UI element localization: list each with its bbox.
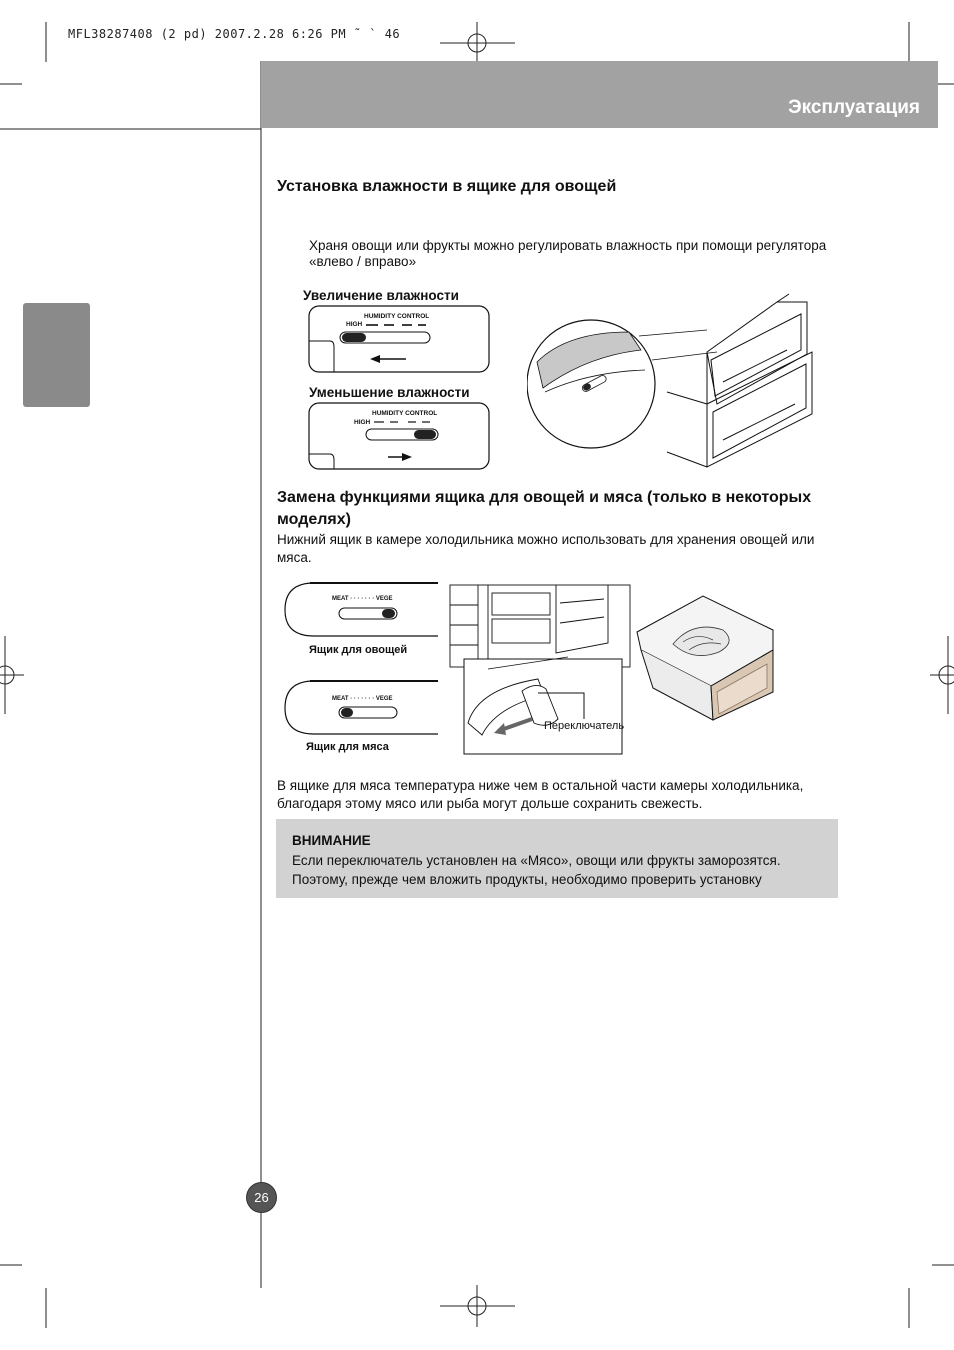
increase-humidity-label: Увеличение влажности (303, 288, 459, 303)
switch-panel-vege (284, 582, 440, 638)
high-label: HIGH (354, 419, 371, 426)
section2-text-line1: Нижний ящик в камере холодильника можно использовать для хранения овощей или (277, 532, 815, 547)
humidity-panel-decrease (308, 402, 490, 470)
warning-box (276, 819, 838, 898)
section1-text-line1: Храня овощи или фрукты можно регулировать влажность при помощи регулятора (309, 238, 827, 253)
header-bar (261, 61, 938, 128)
warning-line2: Поэтому, прежде чем вложить продукты, необходимо проверить установку (292, 872, 762, 887)
switch-label: MEAT · · · · · · · VEGE (332, 696, 393, 702)
section1-title: Установка влажности в ящике для овощей (277, 178, 617, 195)
side-tab (23, 303, 90, 407)
section1-text-line2: «влево / вправо» (309, 254, 417, 269)
section2-title-line1: Замена функциями ящика для овощей и мяса (только в некоторых (277, 489, 812, 506)
panel-label: HUMIDITY CONTROL (372, 410, 438, 417)
warning-title: ВНИМАНИЕ (292, 833, 371, 848)
veg-box-label: Ящик для овощей (309, 644, 408, 656)
section2-text-line2: мяса. (277, 550, 312, 565)
print-header: MFL38287408 (2 pd) 2007.2.28 6:26 PM ˜ ` 46 (68, 27, 401, 41)
switch-callout: Переключатель (544, 720, 625, 732)
switch-panel-meat (284, 680, 440, 736)
decrease-humidity-label: Уменьшение влажности (309, 385, 470, 400)
crisper-drawer-illustration (527, 292, 817, 482)
fridge-switch-illustration (448, 583, 632, 755)
warning-line1: Если переключатель установлен на «Мясо», овощи или фрукты заморозятся. (292, 853, 781, 868)
page-title: Эксплуатация (788, 97, 920, 118)
section2-note-line2: благодаря этому мясо или рыба могут дольше сохранить свежесть. (277, 796, 703, 811)
meat-box-label: Ящик для мяса (306, 741, 389, 753)
section2-note-line1: В ящике для мяса температура ниже чем в остальной части камеры холодильника, (277, 778, 804, 793)
section2-title-line2: моделях) (277, 511, 351, 528)
high-label: HIGH (346, 321, 363, 328)
crisper-drawer-photo (633, 590, 779, 722)
page-number: 26 (247, 1183, 276, 1212)
panel-label: HUMIDITY CONTROL (364, 313, 430, 320)
humidity-panel-increase (308, 305, 490, 373)
switch-label: MEAT · · · · · · · VEGE (332, 596, 393, 602)
